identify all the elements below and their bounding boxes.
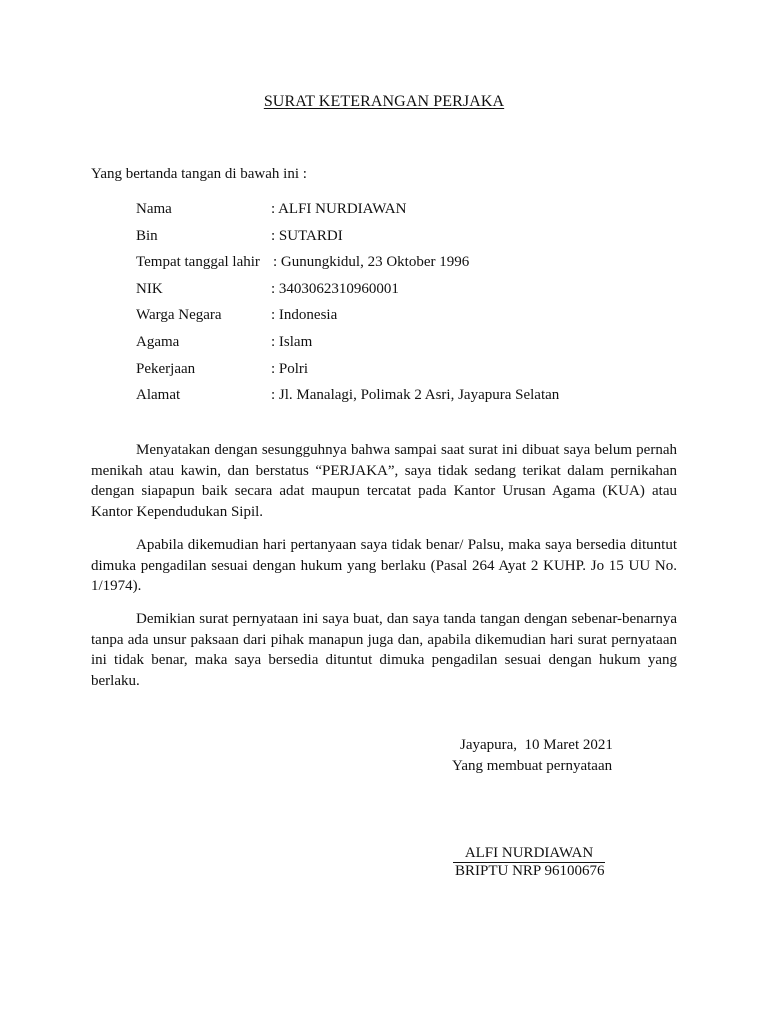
- field-value: : Indonesia: [271, 307, 338, 324]
- field-label: Pekerjaan: [136, 360, 196, 377]
- field-value: : Islam: [271, 333, 313, 350]
- field-label: Warga Negara: [136, 307, 222, 324]
- field-value: : Gunungkidul, 23 Oktober 1996: [273, 254, 470, 271]
- statement-paragraph: Menyatakan dengan sesungguhnya bahwa sampai saat surat ini dibuat saya belum pernah menikah atau kawin, dan berstatus “PERJAKA”, saya tidak sedang terikat dalam pernikahan dengan siapapun baik secara adat maupun tercatat pada Kantor Urusan Agama (KUA) atau Kantor Kependudukan Sipil.: [91, 442, 677, 520]
- field-label: Tempat tanggal lahir: [136, 254, 260, 271]
- signature-role: Yang membuat pernyataan: [452, 758, 613, 774]
- intro-text: Yang bertanda tangan di bawah ini :: [91, 166, 307, 182]
- signatory-name: ALFI NURDIAWAN: [453, 845, 605, 863]
- field-label: NIK: [136, 280, 163, 297]
- letter-title: SURAT KETERANGAN PERJAKA: [263, 93, 505, 110]
- field-label: Agama: [136, 333, 180, 350]
- field-value: : ALFI NURDIAWAN: [271, 201, 407, 217]
- field-label: Nama: [136, 201, 172, 217]
- signatory-rank: BRIPTU NRP 96100676: [455, 863, 605, 879]
- field-value: : Jl. Manalagi, Polimak 2 Asri, Jayapura Selatan: [271, 387, 560, 404]
- closing-paragraph: Demikian surat pernyataan ini saya buat, dan saya tanda tangan dengan sebenar-benarnya tanpa ada unsur paksaan dari pihak manapun juga dan, apabila dikemudian hari surat pernyataan ini tidak benar, maka saya bersedia dituntut dimuka pengadilan sesuai dengan hukum yang berlaku.: [91, 611, 677, 689]
- field-label: Alamat: [136, 387, 181, 404]
- field-label: Bin: [136, 227, 158, 244]
- field-value: : Polri: [271, 360, 309, 377]
- signature-place-date: Jayapura, 10 Maret 2021: [460, 737, 613, 753]
- field-value: : SUTARDI: [271, 227, 343, 244]
- field-value: : 3403062310960001: [271, 280, 399, 297]
- liability-paragraph: Apabila dikemudian hari pertanyaan saya tidak benar/ Palsu, maka saya bersedia dituntut dimuka pengadilan sesuai dengan hukum yang berlaku (Pasal 264 Ayat 2 KUHP. Jo 15 UU No. 1/1974).: [91, 537, 677, 594]
